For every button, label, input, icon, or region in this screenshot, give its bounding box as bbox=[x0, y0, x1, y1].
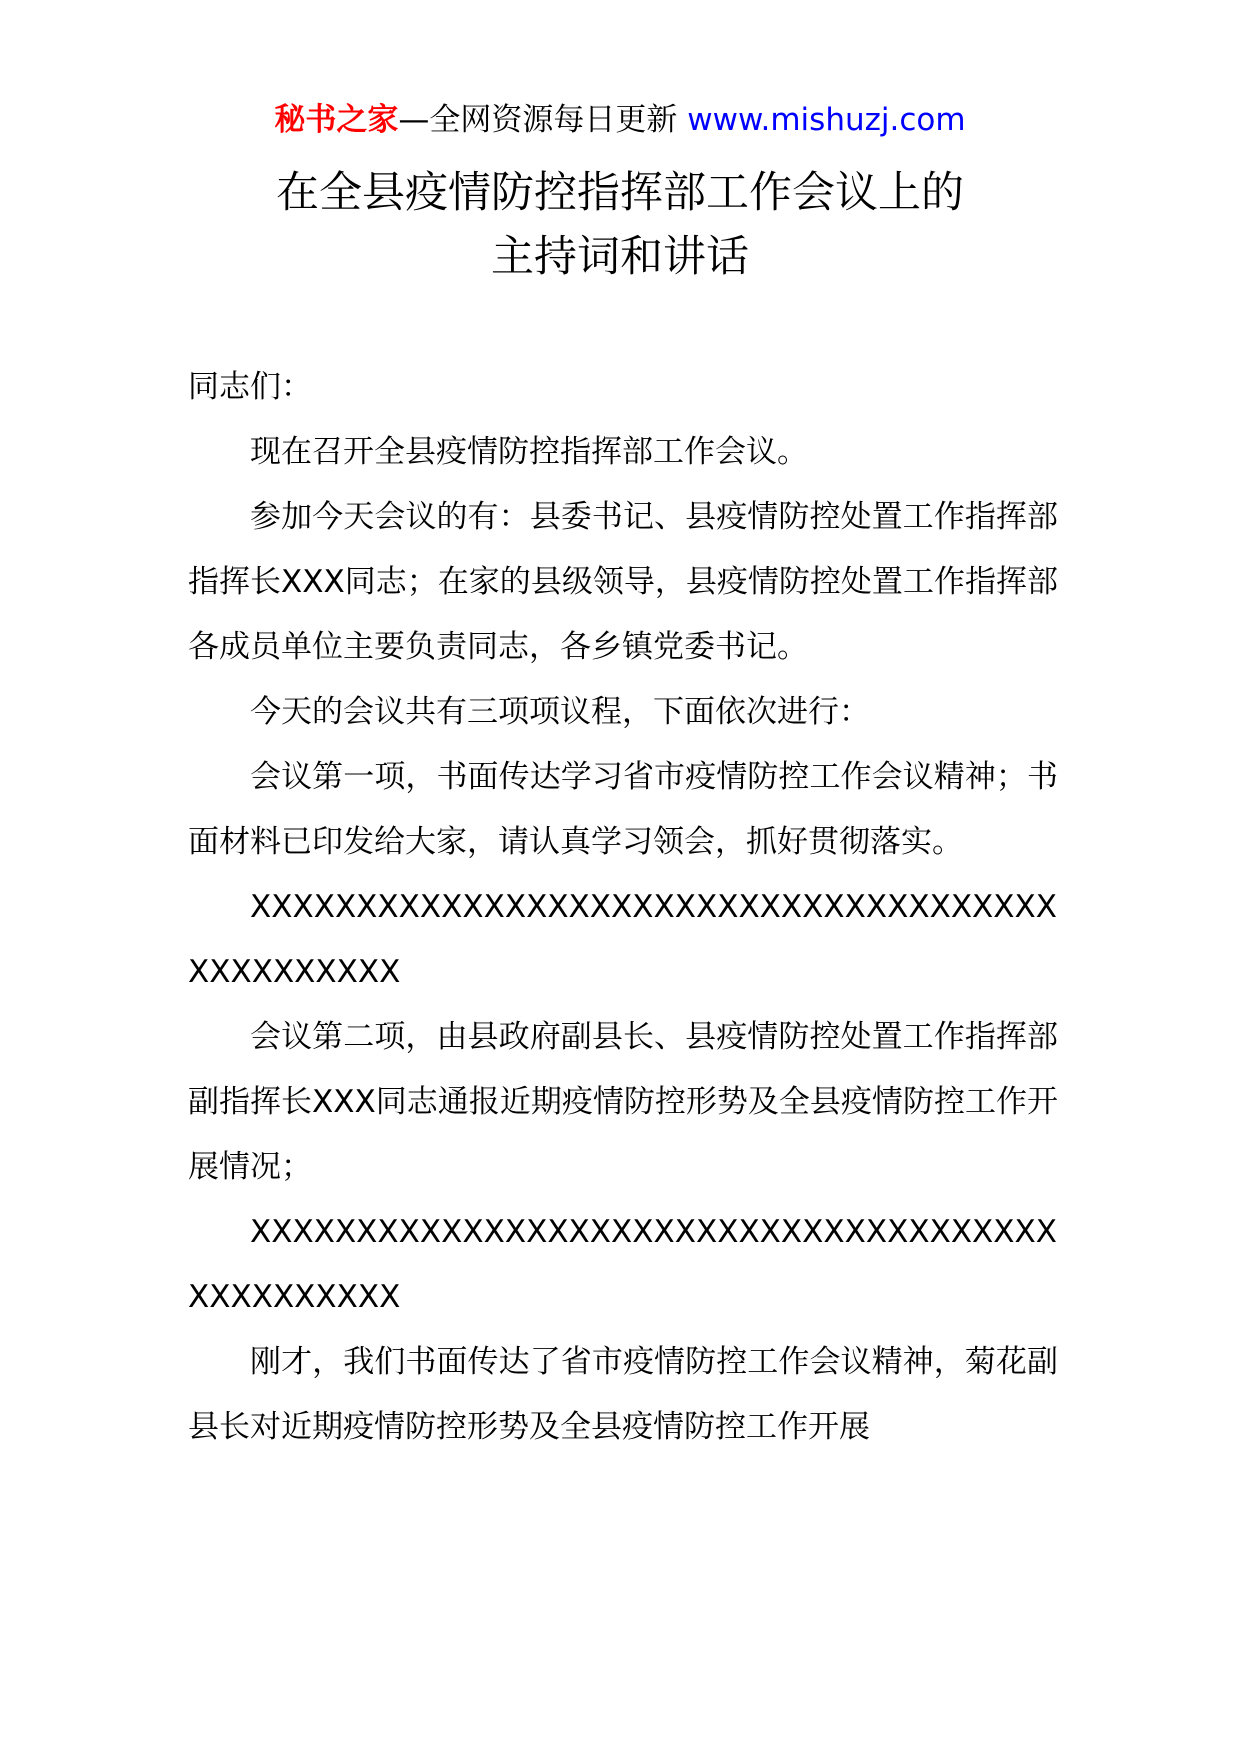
brand-name: 秘书之家 bbox=[274, 102, 399, 138]
salutation: 同志们： bbox=[188, 369, 312, 405]
paragraph-8: 刚才，我们书面传达了省市疫情防控工作会议精神，菊花副县长对近期疫情防控形势及全县疫情防控工作开展 bbox=[188, 1344, 1058, 1445]
paragraph-4: 会议第一项，书面传达学习省市疫情防控工作会议精神；书面材料已印发给大家，请认真学习领会，抓好贯彻落实。 bbox=[188, 759, 1058, 860]
site-url: www.mishuzj.com bbox=[687, 102, 966, 138]
paragraph-6: 会议第二项，由县政府副县长、县疫情防控处置工作指挥部副指挥长XXX同志通报近期疫情防控形势及全县疫情防控工作开展情况； bbox=[188, 1019, 1058, 1185]
site-header bbox=[0, 100, 1240, 140]
document-title-line-2: 主持词和讲话 bbox=[491, 232, 749, 282]
paragraph-2: 参加今天会议的有：县委书记、县疫情防控处置工作指挥部指挥长XXX同志；在家的县级领导，县疫情防控处置工作指挥部各成员单位主要负责同志，各乡镇党委书记。 bbox=[188, 499, 1058, 665]
paragraph-7-placeholder: XXXXXXXXXXXXXXXXXXXXXXXXXXXXXXXXXXXXXXXXXXXXXXXX bbox=[188, 1214, 1057, 1315]
document-title-line-1: 在全县疫情防控指挥部工作会议上的 bbox=[276, 168, 964, 218]
header-slogan: —全网资源每日更新 bbox=[398, 102, 678, 138]
paragraph-3: 今天的会议共有三项项议程，下面依次进行： bbox=[250, 694, 870, 730]
document-body bbox=[188, 355, 1058, 1460]
paragraph-5-placeholder: XXXXXXXXXXXXXXXXXXXXXXXXXXXXXXXXXXXXXXXXXXXXXXXX bbox=[188, 889, 1057, 990]
paragraph-1: 现在召开全县疫情防控指挥部工作会议。 bbox=[250, 434, 808, 470]
